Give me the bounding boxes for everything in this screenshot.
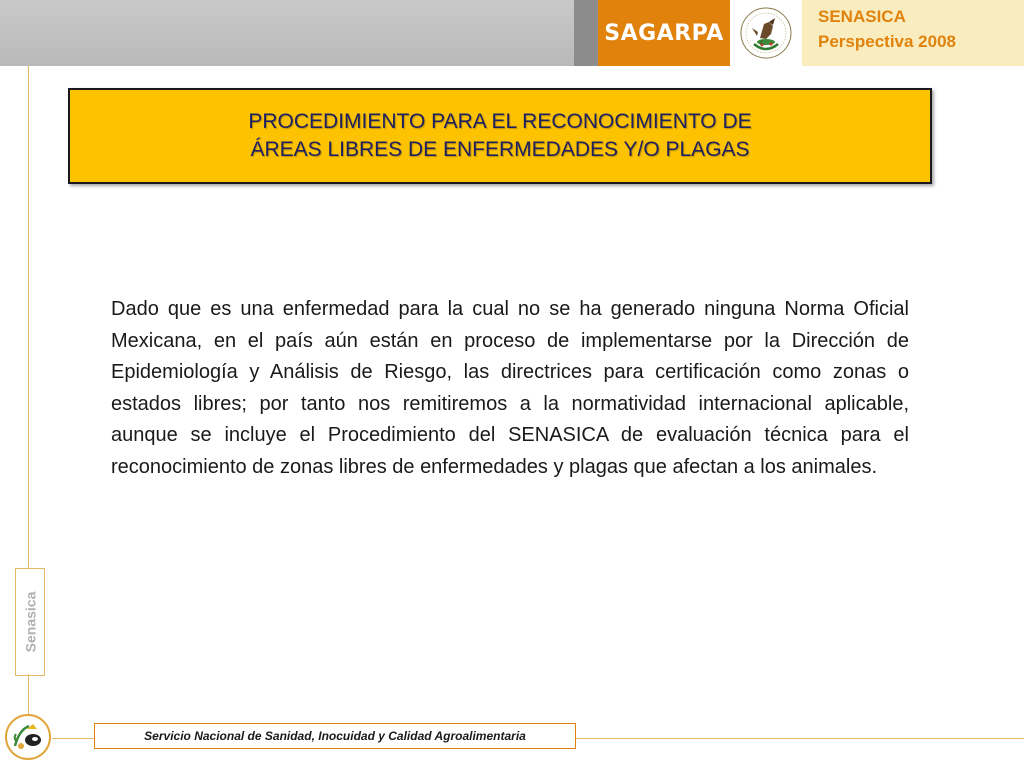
- header-dark-band: [574, 0, 598, 66]
- brand-box: [802, 0, 1024, 66]
- brand-subtitle: Perspectiva 2008: [818, 32, 956, 51]
- mexican-seal-icon: [730, 0, 802, 66]
- header-gray-band: [0, 0, 574, 66]
- body-paragraph: Dado que es una enfermedad para la cual no se ha generado ninguna Norma Oficial Mexicana, en el país aún están en proceso de implementarse por la Dirección de Epidemiología y Análisis de Riesgo, las directrices para certificación como zonas o estados libres; por tanto nos remitiremos a la normatividad internacional aplicable, aunque se incluye el Procedimiento del SENASICA de evaluación técnica para el reconocimiento de zonas libres de enfermedades y plagas que afectan a los animales.: [111, 298, 909, 478]
- senasica-logo-icon: [5, 714, 51, 760]
- footer-text: Servicio Nacional de Sanidad, Inocuidad y Calidad Agroalimentaria: [144, 729, 526, 743]
- side-divider-lower: [28, 674, 29, 714]
- footer-box: [94, 723, 576, 749]
- side-divider: [28, 66, 29, 576]
- title-line-2: ÁREAS LIBRES DE ENFERMEDADES Y/O PLAGAS: [250, 138, 750, 161]
- side-tab: [15, 568, 45, 676]
- title-line-1: PROCEDIMIENTO PARA EL RECONOCIMIENTO DE: [248, 110, 752, 133]
- title-box: [68, 88, 932, 184]
- sagarpa-logo-text: SAGARPA: [604, 20, 724, 46]
- sagarpa-logo: [598, 0, 730, 66]
- side-tab-label: Senasica: [22, 591, 38, 653]
- brand-title: SENASICA: [818, 7, 906, 26]
